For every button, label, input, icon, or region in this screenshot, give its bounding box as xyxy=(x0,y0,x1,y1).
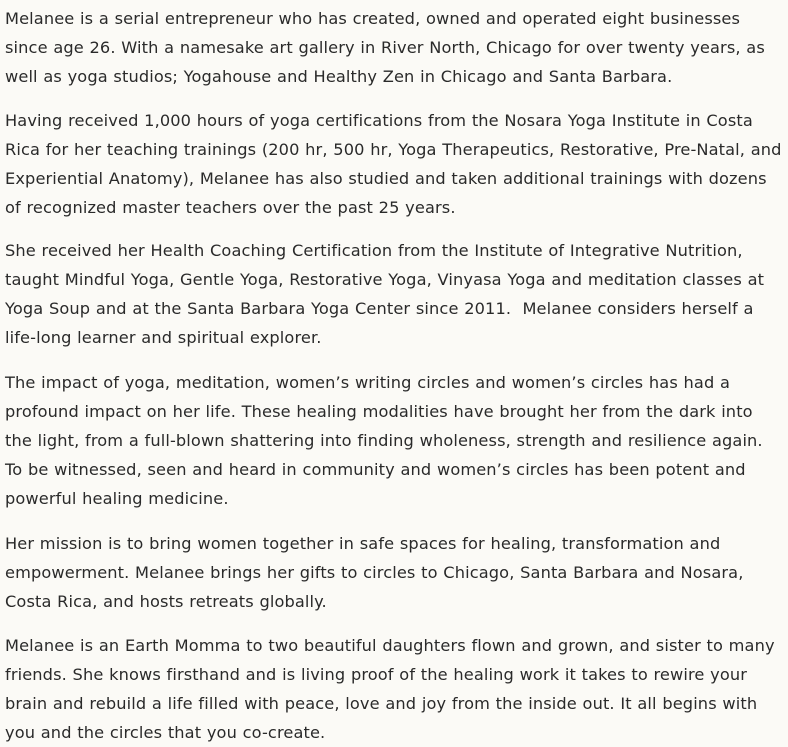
bio-paragraph-businesses: Melanee is a serial entrepreneur who has created, owned and operated eight businesses since age 26. With a namesake art gallery in River North, Chicago for over twenty years, as well as yoga studios; Yogahouse and Healthy Zen in Chicago and Santa Barbara. xyxy=(5,9,771,86)
bio-paragraph-coaching: She received her Health Coaching Certification from the Institute of Integrative Nutrition, taught Mindful Yoga, Gentle Yoga, Restorative Yoga, Vinyasa Yoga and meditation classes at Yoga Soup and at the Santa Barbara Yoga Center since 2011. Melanee considers herself a life-long learner and spiritual explorer. xyxy=(5,241,770,347)
bio-content xyxy=(0,4,788,747)
bio-paragraph-personal: Melanee is an Earth Momma to two beautiful daughters flown and grown, and sister to many friends. She knows firsthand and is living proof of the healing work it takes to rewire your brain and rebuild a life filled with peace, love and joy from the inside out. It all begins with you and the circles that you co-create. xyxy=(5,636,781,742)
bio-paragraph-certifications: Having received 1,000 hours of yoga certifications from the Nosara Yoga Institute in Costa Rica for her teaching trainings (200 hr, 500 hr, Yoga Therapeutics, Restorative, Pre-Natal, and Experiential Anatomy), Melanee has also studied and taken additional trainings with dozens of recognized master teachers over the past 25 years. xyxy=(5,111,788,217)
bio-paragraph-healing-impact: The impact of yoga, meditation, women’s writing circles and women’s circles has had a profound impact on her life. These healing modalities have brought her from the dark into the light, from a full-blown shattering into finding wholeness, strength and resilience again. To be witnessed, seen and heard in community and women’s circles has been potent and powerful healing medicine. xyxy=(5,373,769,508)
bio-paragraph-mission: Her mission is to bring women together in safe spaces for healing, transformation and empowerment. Melanee brings her gifts to circles to Chicago, Santa Barbara and Nosara, Costa Rica, and hosts retreats globally. xyxy=(5,534,750,611)
